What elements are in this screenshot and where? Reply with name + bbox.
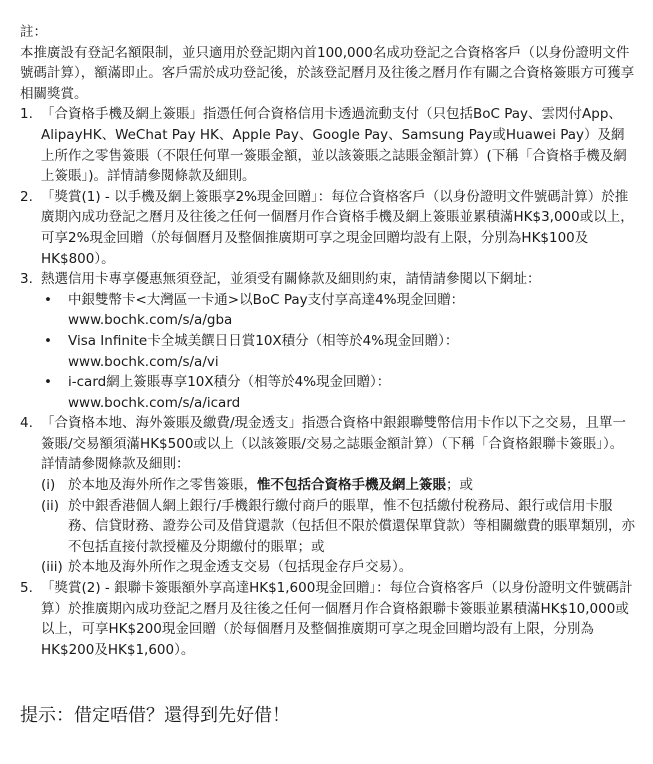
offer-url: www.bochk.com/s/a/gba (68, 312, 233, 329)
note-item-3 (20, 269, 635, 290)
notes-heading: 註： (20, 24, 47, 40)
offer-list (20, 290, 635, 414)
sub-text: 於中銀香港個人網上銀行/手機銀行繳付商戶的賬單，惟不包括繳付稅務局、銀行或信用卡服務、信貸財務、證券公司及借貸還款（包括但不限於償還保單貸款）等相關繳費的賬單類別，亦不包括直接付款授權及分期繳付的賬單；或 (68, 497, 635, 555)
note-number: 4. (20, 415, 33, 432)
offer-item (20, 372, 635, 413)
note-item-1 (20, 104, 635, 186)
note-number: 3. (20, 271, 33, 288)
terms-notes (20, 22, 635, 660)
sub-text: 於本地及海外所作之現金透支交易（包括現金存戶交易）。 (68, 559, 413, 576)
bullet-icon: • (44, 374, 52, 391)
note-text: 「合資格手機及網上簽賬」指憑任何合資格信用卡透過流動支付（只包括BoC Pay、雲閃付App、AlipayHK、WeChat Pay HK、Apple Pay、Google Pay、Samsung Pay或Huawei Pay）及網上所作之零售簽賬（不限任何單一簽賬金額，並以該簽賬之誌賬金額計算）(下稱「合資格手機及網上簽賬」)。詳情請參閱條款及細則。 (41, 106, 627, 185)
note-item-5 (20, 578, 635, 660)
note-number: 1. (20, 106, 33, 123)
sub-label: (ii) (41, 497, 60, 514)
sub-item-i (41, 475, 635, 496)
note-item-4 (20, 413, 635, 578)
sub-bold-text: 惟不包括合資格手機及網上簽賬 (257, 477, 446, 494)
sub-text-end: ；或 (446, 477, 473, 494)
sub-item-iii (41, 557, 635, 578)
offer-url: www.bochk.com/s/a/icard (68, 394, 241, 411)
note-number: 2. (20, 188, 33, 205)
sub-label: (iii) (41, 559, 63, 576)
note-item-2 (20, 187, 635, 269)
offer-text: Visa Infinite卡全城美饌日日賞10X積分（相等於4%現金回贈）： (68, 332, 459, 349)
sub-text: 於本地及海外所作之零售簽賬， (68, 477, 257, 494)
offer-text: i-card網上簽賬專享10X積分（相等於4%現金回贈）： (68, 374, 391, 391)
offer-item (20, 290, 635, 331)
bullet-icon: • (44, 291, 52, 308)
sub-label: (i) (41, 477, 56, 494)
note-text: 「獎賞(1) - 以手機及網上簽賬享2%現金回贈」：每位合資格客戶（以身份證明文件號碼計算）於推廣期內成功登記之曆月及往後之任何一個曆月作合資格手機及網上簽賬並累積滿HK$3,000或以上，可享2%現金回贈（於每個曆月及整個推廣期可享之現金回贈均設有上限，分別為HK$100及HK$800）。 (41, 188, 634, 267)
note-number: 5. (20, 580, 33, 597)
note-text: 熱選信用卡專享優惠無須登記，並須受有關條款及細則約束，請情請參閱以下網址： (41, 271, 541, 288)
intro-paragraph: 本推廣設有登記名額限制，並只適用於登記期內首100,000名成功登記之合資格客戶（以身份證明文件號碼計算），額滿即止。客戶需於成功登記後，於該登記曆月及往後之曆月作有關之合資格簽賬方可獲享相關獎賞。 (20, 44, 635, 102)
offer-url: www.bochk.com/s/a/vi (68, 353, 219, 370)
note-text: 「獎賞(2) - 銀聯卡簽賬額外享高達HK$1,600現金回贈」：每位合資格客戶（以身份證明文件號碼計算）於推廣期內成功登記之曆月及往後之任何一個曆月作合資格銀聯卡簽賬並累積滿HK$10,000或以上，可享HK$200現金回贈（於每個曆月及整個推廣期可享之現金回贈均設有上限，分別為HK$200及HK$1,600）。 (41, 580, 633, 658)
offer-text: 中銀雙幣卡<大灣區一卡通>以BoC Pay支付享高達4%現金回贈： (68, 291, 465, 308)
bullet-icon: • (44, 332, 52, 349)
offer-item (20, 331, 635, 372)
borrowing-reminder: 提示：借定唔借？還得到先好借！ (20, 705, 290, 726)
sub-item-ii (41, 496, 635, 558)
note-text: 「合資格本地、海外簽賬及繳費/現金透支」指憑合資格中銀銀聯雙幣信用卡作以下之交易，且單一簽賬/交易額須滿HK$500或以上（以該簽賬/交易之誌賬金額計算）（下稱「合資格銀聯卡簽賬」）。詳情請參閱條款及細則： (41, 415, 627, 473)
